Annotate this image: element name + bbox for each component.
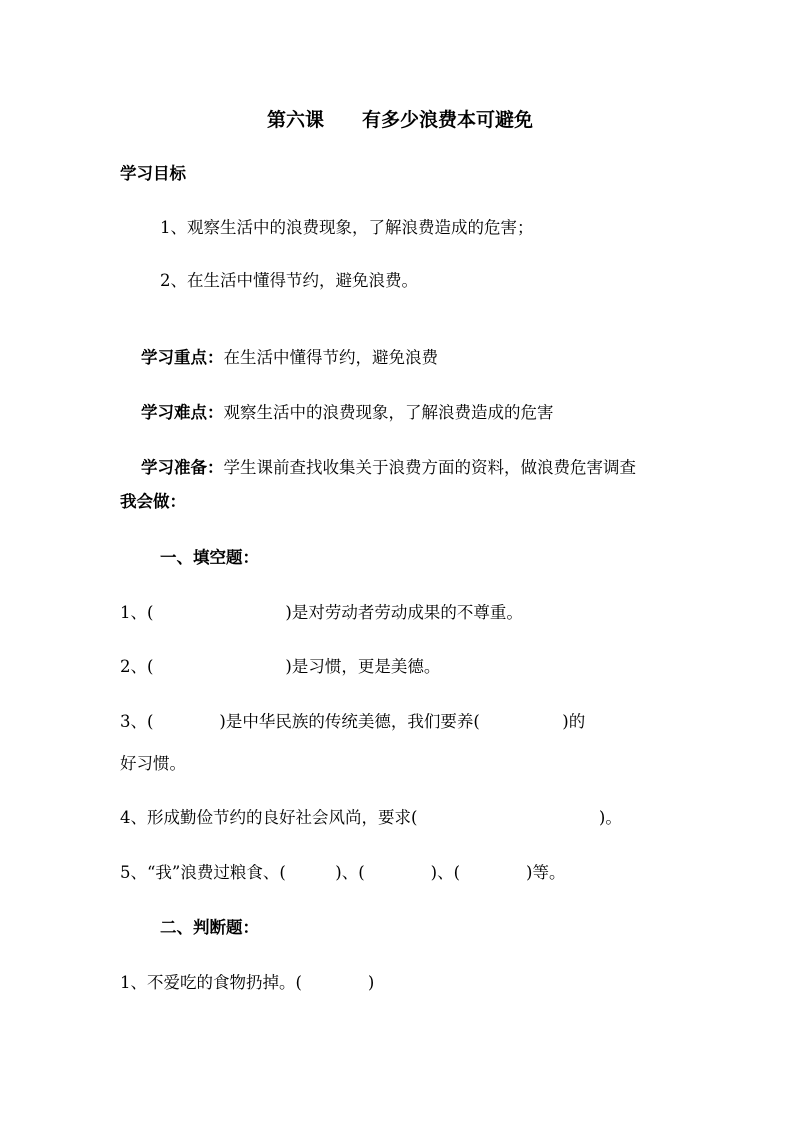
true-false-question-1: 1、不爱吃的食物扔掉。( ) bbox=[120, 973, 375, 992]
difficulty-text: 观察生活中的浪费现象，了解浪费造成的危害 bbox=[223, 403, 554, 422]
true-false-heading: 二、判断题： bbox=[160, 918, 259, 937]
fill-in-heading: 一、填空题： bbox=[160, 548, 259, 567]
page-title: 第六课 有多少浪费本可避免 bbox=[266, 109, 533, 131]
objective-item-1: 1、观察生活中的浪费现象，了解浪费造成的危害； bbox=[160, 218, 534, 237]
difficulty-label: 学习难点： bbox=[140, 403, 224, 422]
fill-in-question-4: 4、形成勤俭节约的良好社会风尚，要求( )。 bbox=[120, 808, 622, 827]
key-point-text: 在生活中懂得节约，避免浪费 bbox=[223, 348, 438, 367]
fill-in-question-3-line-2: 好习惯。 bbox=[120, 754, 186, 773]
fill-in-question-5: 5、“我”浪费过粮食、( )、( )、( )等。 bbox=[120, 863, 566, 882]
key-point-label: 学习重点： bbox=[140, 348, 224, 367]
objectives-heading: 学习目标 bbox=[120, 164, 186, 183]
preparation-row bbox=[120, 435, 636, 501]
objective-item-2: 2、在生活中懂得节约，避免浪费。 bbox=[160, 271, 418, 290]
preparation-text: 学生课前查找收集关于浪费方面的资料，做浪费危害调查 bbox=[223, 458, 636, 477]
fill-in-question-1: 1、( )是对劳动者劳动成果的不尊重。 bbox=[120, 603, 523, 622]
i-can-do-heading: 我会做： bbox=[120, 492, 186, 511]
preparation-label: 学习准备： bbox=[140, 458, 224, 477]
fill-in-question-3-line-1: 3、( )是中华民族的传统美德，我们要养( )的 bbox=[120, 712, 586, 731]
fill-in-question-2: 2、( )是习惯，更是美德。 bbox=[120, 657, 441, 676]
